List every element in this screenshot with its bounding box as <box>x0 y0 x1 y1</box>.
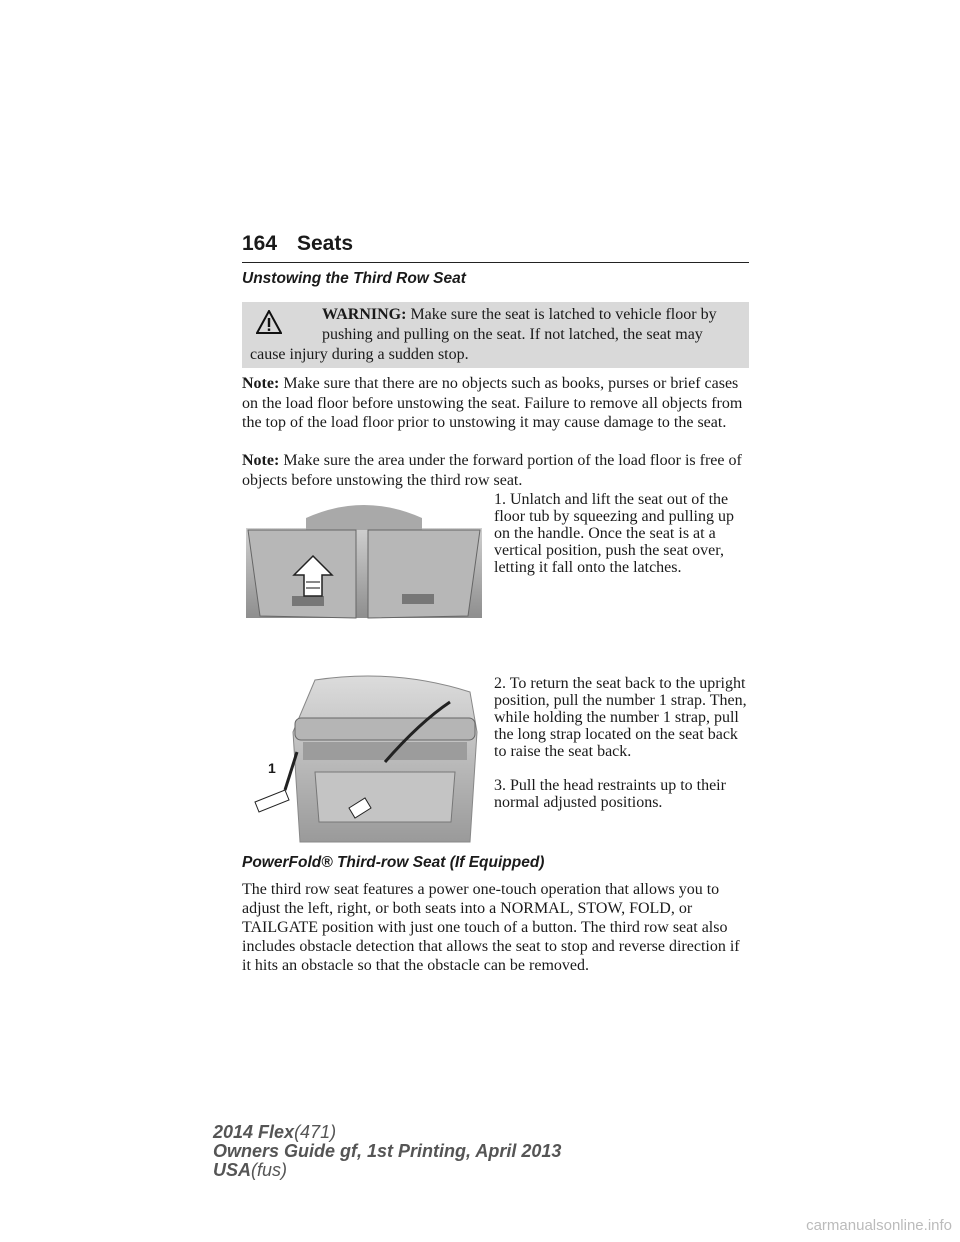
warning-line2: pushing and pulling on the seat. If not latched, the seat may <box>322 326 703 343</box>
callout-1-label: 1 <box>268 760 276 776</box>
warning-box <box>242 302 749 368</box>
pull-arrow-icon <box>255 790 289 812</box>
footer-code: (471) <box>294 1122 337 1142</box>
section-heading-powerfold: PowerFold® Third-row Seat (If Equipped) <box>242 854 545 871</box>
footer-guide: Owners Guide gf, 1st Printing, April 2013 <box>213 1141 562 1161</box>
note-1-text: Make sure that there are no objects such as books, purses or brief cases on the load floor before unstowing the seat. Failure to remove all objects from the top of the load floor prior to unstowing it may cause damage to the seat. <box>242 375 743 431</box>
note-1-label: Note: <box>242 375 280 392</box>
page-header <box>242 232 749 263</box>
warning-line1: Make sure the seat is latched to vehicle floor by <box>410 306 717 323</box>
note-1 <box>242 374 749 433</box>
footer <box>213 1123 561 1180</box>
warning-label: WARNING: <box>322 306 407 323</box>
section-heading-unstowing: Unstowing the Third Row Seat <box>242 270 466 287</box>
page-number: 164 <box>242 232 278 255</box>
chapter-title: Seats <box>297 232 354 255</box>
powerfold-paragraph: The third row seat features a power one-touch operation that allows you to adjust the left, right, or both seats into a NORMAL, STOW, FOLD, or TAILGATE position with just one touch of a button. The third row seat also includes obstacle detection that allows the seat to stop and reverse direction if it hits an obstacle so that the obstacle can be removed. <box>242 881 740 974</box>
note-2 <box>242 451 749 490</box>
note-2-label: Note: <box>242 452 280 469</box>
warning-text <box>250 305 730 365</box>
figure-seat-back-straps <box>245 672 485 850</box>
note-2-text: Make sure the area under the forward portion of the load floor is free of objects before unstowing the third row seat. <box>242 452 742 489</box>
watermark-text: carmanualsonline.info <box>806 1217 952 1234</box>
footer-model: 2014 Flex <box>213 1122 295 1142</box>
step-2: 2. To return the seat back to the upright position, pull the number 1 strap. Then, while holding the number 1 strap, pull the long strap located on the seat back to raise the seat back. <box>494 675 747 760</box>
warning-line3: cause injury during a sudden stop. <box>250 346 469 363</box>
figure-load-floor-handle <box>246 488 482 633</box>
footer-region: USA <box>213 1160 252 1180</box>
footer-region-code: (fus) <box>251 1160 288 1180</box>
step-3: 3. Pull the head restraints up to their normal adjusted positions. <box>494 777 726 811</box>
step-1: 1. Unlatch and lift the seat out of the floor tub by squeezing and pulling up on the handle. Once the seat is at a vertical position, push the seat over, letting it fall onto the latches. <box>494 491 734 576</box>
